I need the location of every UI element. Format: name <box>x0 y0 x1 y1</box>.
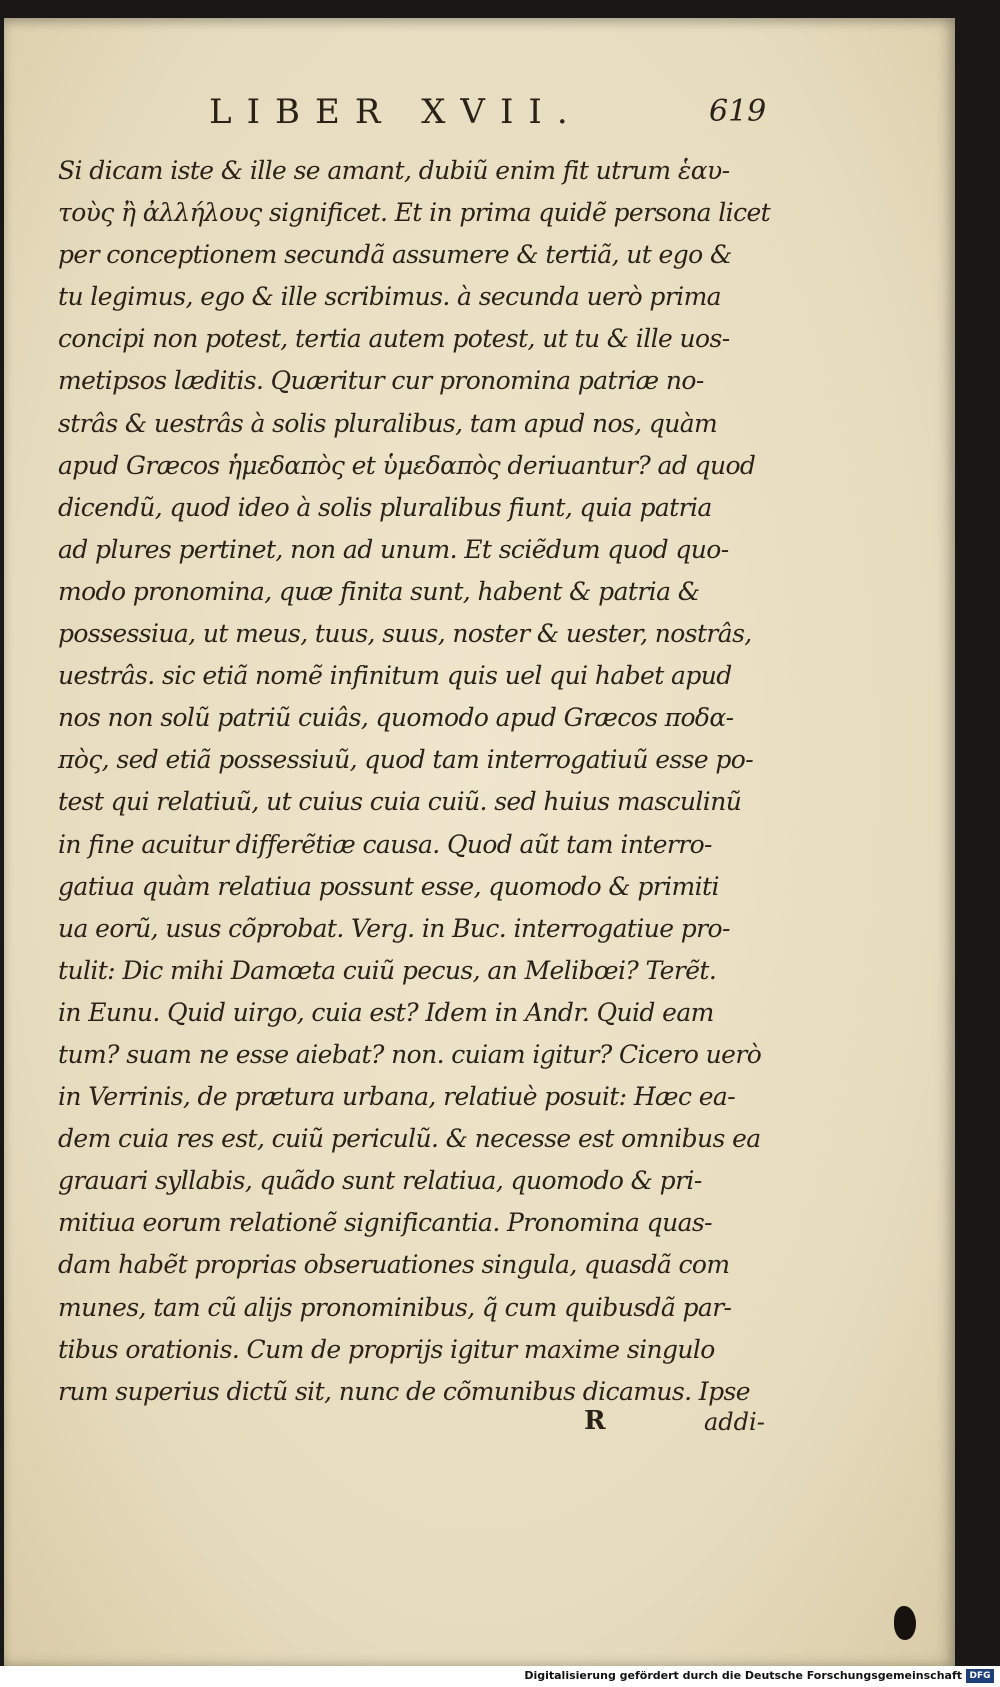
text-line: tu legimus, ego & ille scribimus. à secunda uerò prima <box>58 282 721 312</box>
running-head: LIBER XVII. <box>209 92 583 132</box>
text-line: πὸς, sed etiã possessiuũ, quod tam interrogatiuũ esse po- <box>58 745 754 775</box>
text-line: tulit: Dic mihi Damœta cuiũ pecus, an Melibœi? Terẽt. <box>58 955 717 985</box>
signature-mark: R <box>584 1406 606 1436</box>
text-line: tum? suam ne esse aiebat? non. cuiam igitur? Cicero uerò <box>58 1039 762 1069</box>
text-line: apud Græcos ἡμεδαπὸς et ὑμεδαπὸς deriuantur? ad quod <box>58 450 756 480</box>
text-line: Si dicam iste & ille se amant, dubiũ enim fit utrum ἑαυ- <box>58 156 730 185</box>
credit-text: Digitalisierung gefördert durch die Deutsche Forschungsgemeinschaft <box>524 1669 962 1682</box>
text-line: uestrâs. sic etiã nomẽ infinitum quis uel qui habet apud <box>58 661 732 691</box>
text-line: test qui relatiuũ, ut cuius cuia cuiũ. sed huius masculinũ <box>58 787 742 817</box>
body-text <box>58 150 778 1413</box>
text-line: ad plures pertinet, non ad unum. Et sciẽdum quod quo- <box>58 534 729 564</box>
text-line: metipsos læditis. Quæritur cur pronomina patriæ no- <box>58 366 704 396</box>
text-line: in fine acuitur differẽtiæ causa. Quod aũt tam interro- <box>58 829 712 859</box>
text-line: in Eunu. Quid uirgo, cuia est? Idem in Andr. Quid eam <box>58 997 714 1027</box>
text-line: τοὺς ἢ ἀλλήλους significet. Et in prima quidẽ persona licet <box>58 198 771 228</box>
catchword: addi- <box>704 1408 765 1436</box>
book-page <box>4 18 955 1666</box>
text-line: tibus orationis. Cum de proprijs igitur maxime singulo <box>58 1334 715 1364</box>
text-line: dam habẽt proprias obseruationes singula, quasdã com <box>58 1250 730 1280</box>
page-number: 619 <box>709 94 767 129</box>
text-line: munes, tam cũ alijs pronominibus, q̃ cum quibusdã par- <box>58 1292 732 1322</box>
text-line: mitiua eorum relationẽ significantia. Pronomina quas- <box>58 1208 712 1238</box>
text-line: grauari syllabis, quãdo sunt relatiua, quomodo & pri- <box>58 1166 702 1196</box>
text-line: dicendũ, quod ideo à solis pluralibus fiunt, quia patria <box>58 492 712 522</box>
ink-blot <box>894 1606 916 1640</box>
text-line: rum superius dictũ sit, nunc de cõmunibus dicamus. Ipse <box>58 1376 750 1406</box>
text-line: possessiua, ut meus, tuus, suus, noster & uester, nostrâs, <box>58 619 752 649</box>
text-line: per conceptionem secundã assumere & tertiã, ut ego & <box>58 240 732 270</box>
text-line: nos non solũ patriũ cuiâs, quomodo apud Græcos ποδα- <box>58 703 734 733</box>
dfg-logo: DFG <box>966 1669 994 1683</box>
text-line: ua eorũ, usus cõprobat. Verg. in Buc. interrogatiue pro- <box>58 913 730 943</box>
page-header <box>4 80 955 130</box>
credit-bar <box>0 1666 1000 1687</box>
text-line: strâs & uestrâs à solis pluralibus, tam apud nos, quàm <box>58 408 718 438</box>
text-line: gatiua quàm relatiua possunt esse, quomodo & primiti <box>58 871 719 901</box>
text-line: modo pronomina, quæ finita sunt, habent & patria & <box>58 576 700 606</box>
text-line: in Verrinis, de prætura urbana, relatiuè posuit: Hæc ea- <box>58 1082 736 1112</box>
text-line: dem cuia res est, cuiũ periculũ. & necesse est omnibus ea <box>58 1124 761 1154</box>
page-footer <box>4 1406 955 1446</box>
text-line: concipi non potest, tertia autem potest, ut tu & ille uos- <box>58 324 730 354</box>
